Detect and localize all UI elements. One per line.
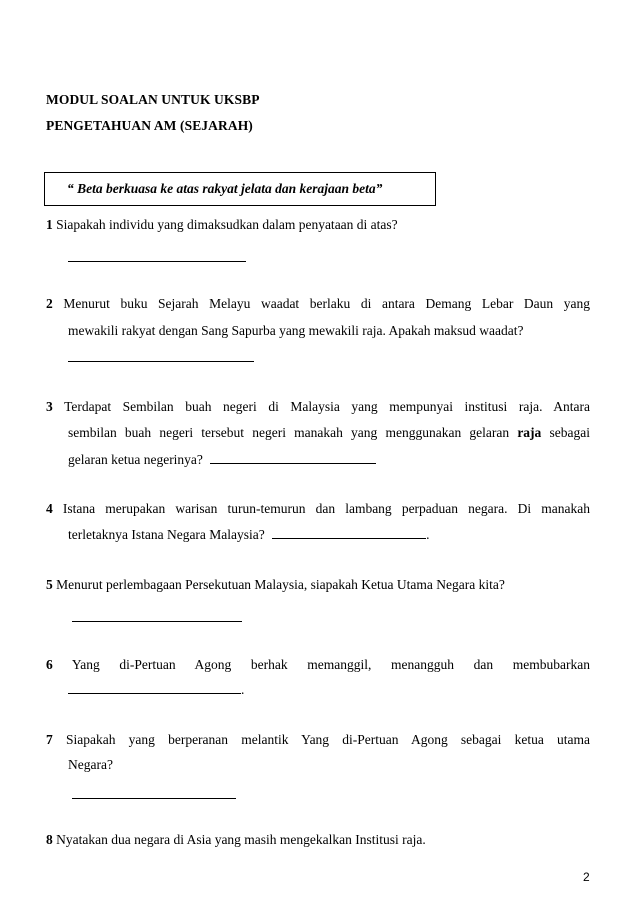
- quote-text: “ Beta berkuasa ke atas rakyat jelata dan kerajaan beta”: [67, 181, 383, 196]
- question-text: Terdapat Sembilan buah negeri di Malaysia yang mempunyai institusi raja. Antara: [64, 399, 590, 414]
- question-3: [46, 399, 590, 415]
- answer-blank[interactable]: [68, 351, 254, 362]
- question-8: [46, 832, 426, 848]
- question-number: 7: [46, 732, 53, 747]
- question-3-line-3: [68, 452, 376, 468]
- question-7: [46, 732, 590, 748]
- question-text: Siapakah individu yang dimaksudkan dalam penyataan di atas?: [56, 217, 398, 232]
- answer-blank[interactable]: [68, 683, 241, 694]
- question-text: terletaknya Istana Negara Malaysia?: [68, 527, 265, 542]
- question-4-line-2: [68, 527, 430, 543]
- question-6-line-2: [68, 682, 244, 698]
- question-text: gelaran ketua negerinya?: [68, 452, 203, 467]
- question-3-line-2: [68, 425, 590, 441]
- emphasis-raja: raja: [517, 425, 542, 440]
- module-title: MODUL SOALAN UNTUK UKSBP: [46, 92, 260, 107]
- question-suffix: .: [426, 527, 430, 542]
- answer-blank[interactable]: [272, 528, 426, 539]
- question-7-line-2: Negara?: [68, 757, 113, 772]
- question-number: 5: [46, 577, 53, 592]
- question-text: sebagai: [541, 425, 590, 440]
- question-text: Nyatakan dua negara di Asia yang masih mengekalkan Institusi raja.: [56, 832, 426, 847]
- question-text: sembilan buah negeri tersebut negeri manakah yang menggunakan gelaran: [68, 425, 518, 440]
- question-number: 8: [46, 832, 53, 847]
- question-number: 4: [46, 501, 53, 516]
- question-number: 1: [46, 217, 53, 232]
- question-1: [46, 217, 398, 233]
- question-6: [46, 657, 590, 673]
- question-2: [46, 296, 590, 312]
- question-number: 2: [46, 296, 53, 311]
- answer-blank[interactable]: [68, 251, 246, 262]
- question-number: 3: [46, 399, 53, 414]
- answer-blank[interactable]: [72, 611, 242, 622]
- question-text: Yang di-Pertuan Agong berhak memanggil, menangguh dan membubarkan: [71, 657, 591, 672]
- module-subtitle: PENGETAHUAN AM (SEJARAH): [46, 118, 253, 133]
- answer-blank[interactable]: [72, 788, 236, 799]
- question-5: [46, 577, 505, 593]
- question-2-line-2: mewakili rakyat dengan Sang Sapurba yang mewakili raja. Apakah maksud waadat?: [68, 323, 524, 338]
- answer-blank[interactable]: [210, 453, 376, 464]
- question-4: [46, 501, 590, 517]
- question-number: 6: [46, 657, 53, 672]
- question-text: Menurut perlembagaan Persekutuan Malaysia, siapakah Ketua Utama Negara kita?: [56, 577, 505, 592]
- question-text: Menurut buku Sejarah Melayu waadat berlaku di antara Demang Lebar Daun yang: [63, 296, 591, 311]
- question-text: Istana merupakan warisan turun-temurun dan lambang perpaduan negara. Di manakah: [62, 501, 590, 516]
- question-suffix: .: [241, 682, 245, 697]
- question-text: Siapakah yang berperanan melantik Yang di-Pertuan Agong sebagai ketua utama: [65, 732, 590, 747]
- page-number: 2: [583, 870, 590, 884]
- quote-box: [44, 172, 436, 206]
